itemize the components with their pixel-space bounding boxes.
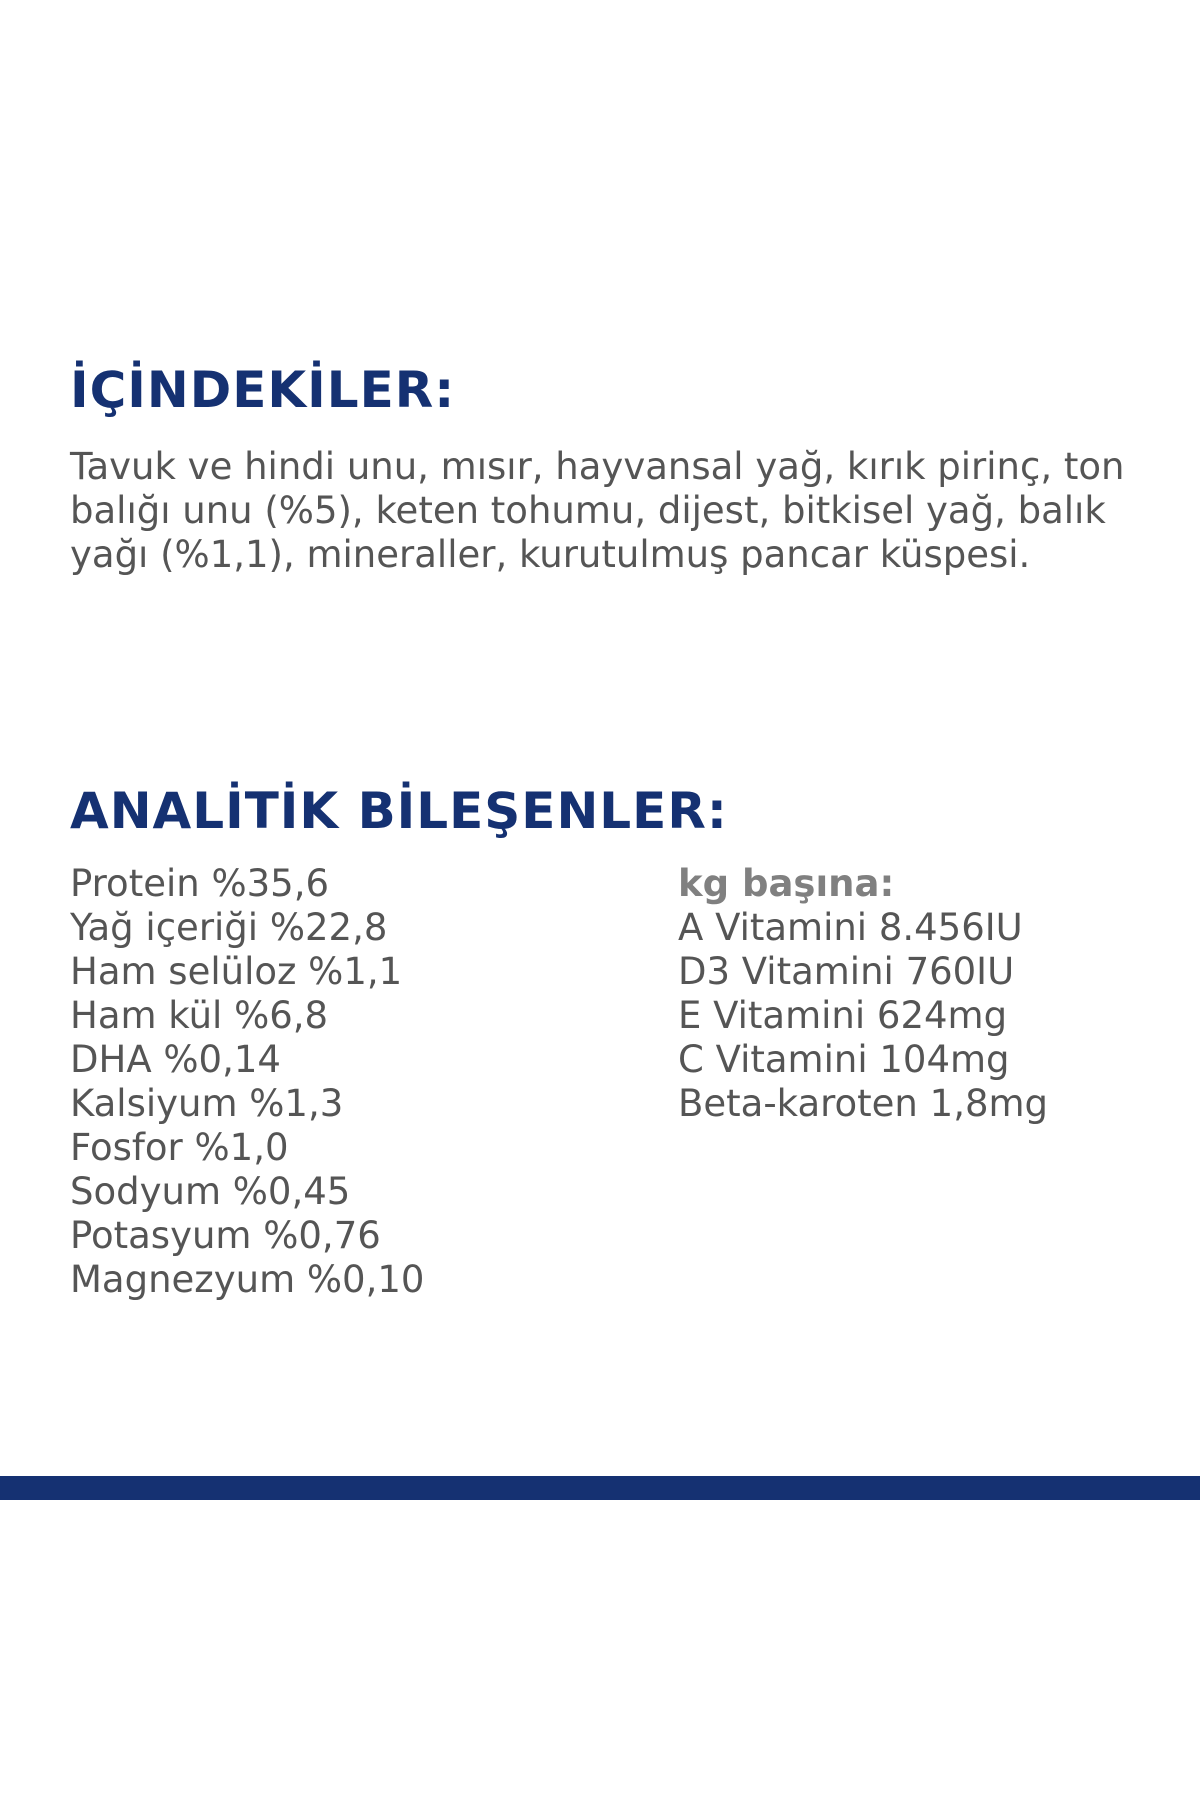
analytic-item: Potasyum %0,76 <box>70 1214 381 1257</box>
vitamin-item: E Vitamini 624mg <box>678 994 1008 1037</box>
per-kg-heading: kg başına: <box>678 862 895 905</box>
analytic-item: Sodyum %0,45 <box>70 1170 351 1213</box>
bottom-divider-bar <box>0 1476 1200 1500</box>
vitamin-item: D3 Vitamini 760IU <box>678 950 1015 993</box>
analytics-right-list <box>678 862 1178 1126</box>
analytic-item: Ham kül %6,8 <box>70 994 329 1037</box>
analytic-item: Kalsiyum %1,3 <box>70 1082 344 1125</box>
analytics-left-list <box>70 862 670 1302</box>
analytic-item: Fosfor %1,0 <box>70 1126 289 1169</box>
analytic-item: Magnezyum %0,10 <box>70 1258 425 1301</box>
vitamin-item: C Vitamini 104mg <box>678 1038 1010 1081</box>
ingredients-heading: İÇİNDEKİLER: <box>70 361 456 419</box>
vitamin-item: Beta-karoten 1,8mg <box>678 1082 1049 1125</box>
analytic-item: DHA %0,14 <box>70 1038 281 1081</box>
analytic-item: Protein %35,6 <box>70 862 329 905</box>
analytics-heading: ANALİTİK BİLEŞENLER: <box>70 782 728 840</box>
analytic-item: Yağ içeriği %22,8 <box>70 906 388 949</box>
analytic-item: Ham selüloz %1,1 <box>70 950 403 993</box>
vitamin-item: A Vitamini 8.456IU <box>678 906 1023 949</box>
ingredients-text: Tavuk ve hindi unu, mısır, hayvansal yağ, kırık pirinç, ton balığı unu (%5), keten tohumu, dijest, bitkisel yağ, balık yağı (%1,1), mineraller, kurutulmuş pancar küspesi. <box>70 445 1125 576</box>
